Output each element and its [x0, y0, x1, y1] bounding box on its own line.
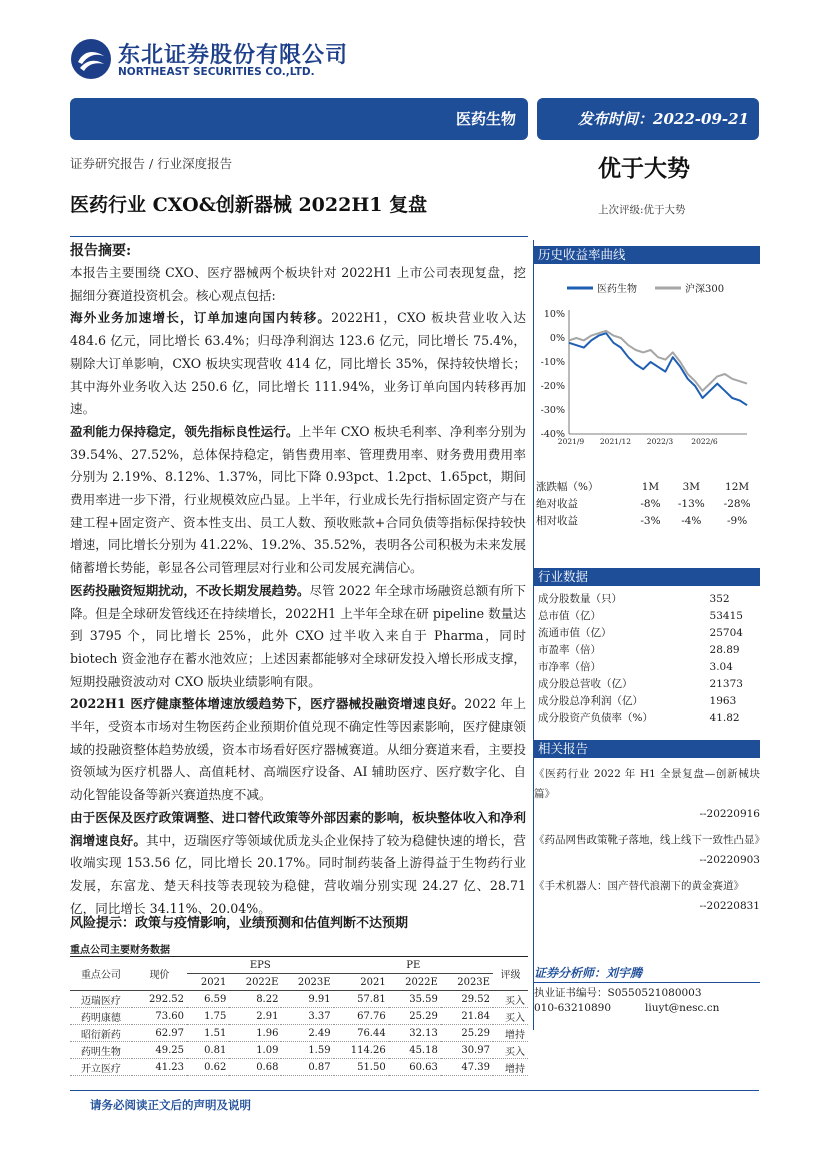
perf-header-12m: 12M [725, 480, 750, 493]
y-tick-label: -30% [540, 405, 565, 416]
metric-value: 57.81 [334, 991, 389, 1008]
col-company: 重点公司 [70, 957, 132, 991]
perf-header-1m: 1M [641, 480, 660, 493]
sector-label: 医药生物 [455, 110, 516, 128]
financials-table [70, 956, 528, 1076]
company-price: 49.25 [132, 1042, 187, 1059]
industry-value: 352 [709, 592, 730, 605]
series-line-csi300 [569, 331, 747, 391]
year-header: 2022E [389, 974, 441, 991]
year-header: 2021 [187, 974, 229, 991]
company-rating: 买入 [493, 991, 528, 1008]
metric-value: 60.63 [389, 1059, 441, 1076]
industry-label: 成分股数量（只） [538, 593, 622, 605]
y-tick-label: 0% [549, 333, 565, 344]
perf-row-label: 相对收益 [536, 515, 578, 527]
legend-label: 医药生物 [597, 284, 637, 295]
table-row [70, 991, 528, 1008]
summary-point-5 [70, 807, 526, 921]
related-report-link[interactable]: 《医药行业 2022 年 H1 全景复盘—创新械块篇》 [534, 768, 760, 800]
table-row [70, 1025, 528, 1042]
performance-table [534, 478, 760, 529]
x-tick-label: 2021/12 [599, 437, 632, 446]
metric-value: 35.59 [389, 991, 441, 1008]
related-report-link[interactable]: 《手术机器人：国产替代浪潮下的黄金赛道》 [534, 880, 744, 892]
industry-value: 41.82 [709, 711, 740, 724]
metric-value: 0.62 [187, 1059, 229, 1076]
metric-value: 1.59 [281, 1042, 333, 1059]
summary-point-4 [70, 693, 526, 807]
analyst-phone: 010-63210890 [534, 1002, 612, 1014]
perf-row-absolute [534, 495, 760, 512]
related-report-date: --20220916 [699, 808, 760, 820]
risk-warning: 风险提示：政策与疫情影响，业绩预测和估值判断不达预期 [70, 916, 409, 931]
company-rating: 增持 [493, 1025, 528, 1042]
perf-value: -3% [640, 514, 661, 527]
metric-value: 9.91 [281, 991, 333, 1008]
perf-value: -28% [723, 497, 751, 510]
sector-band [70, 98, 528, 140]
industry-value: 1963 [709, 694, 737, 707]
series-line-pharma [569, 333, 747, 405]
col-pe: PE [334, 957, 493, 974]
financials-title: 重点公司主要财务数据 [70, 945, 170, 956]
col-rating: 评级 [493, 957, 528, 991]
metric-value: 2.49 [281, 1025, 333, 1042]
company-name: 药明康德 [70, 1008, 132, 1025]
metric-value: 1.75 [187, 1008, 229, 1025]
y-tick-label: -20% [540, 381, 565, 392]
analyst-info [534, 966, 760, 1016]
summary-intro: 本报告主要围绕 CXO、医疗器械两个板块针对 2022H1 上市公司表现复盘，挖掘细分赛道投资机会。核心观点包括: [70, 265, 526, 303]
industry-row [534, 624, 760, 641]
summary-point-2 [70, 421, 526, 580]
company-price: 292.52 [132, 991, 187, 1008]
publish-date: 发布时间：2022-09-21 [578, 110, 749, 128]
metric-value: 25.29 [389, 1008, 441, 1025]
industry-row [534, 692, 760, 709]
industry-label: 成分股总净利润（亿） [538, 695, 643, 707]
perf-value: -13% [677, 497, 705, 510]
point-3-text: 尽管 2022 年全球市场融资总额有所下降。但是全球研发管线还在持续增长，2022H1 上半年全球在研 pipeline 数量达到 3795 个，同比增长 25%，此外 CXO 过半收入来自于 Pharma，同时 biotech 资金池存在蓄水池效应；上述因素都能够对全球研发投入增长形成支撑，短期投融资波动对 CXO 版块业绩影响有限。 [70, 582, 527, 689]
related-report-date: --20220831 [699, 900, 760, 912]
industry-label: 成分股资产负债率（%） [538, 712, 653, 724]
metric-value: 1.51 [187, 1025, 229, 1042]
metric-value: 8.22 [229, 991, 281, 1008]
metric-value: 1.96 [229, 1025, 281, 1042]
year-header: 2021 [334, 974, 389, 991]
industry-label: 市净率（倍） [538, 661, 601, 673]
metric-value: 114.26 [334, 1042, 389, 1059]
company-rating: 增持 [493, 1059, 528, 1076]
summary-point-3 [70, 580, 526, 694]
footer-disclaimer: 请务必阅读正文后的声明及说明 [90, 1098, 251, 1112]
table-row [70, 1008, 528, 1025]
perf-header-label: 涨跌幅（%） [536, 481, 599, 493]
industry-row [534, 590, 760, 607]
col-eps: EPS [187, 957, 334, 974]
related-report-link[interactable]: 《药品网售政策靴子落地，线上线下一致性凸显》 [534, 834, 765, 846]
perf-row-label: 绝对收益 [536, 498, 578, 510]
summary-body [70, 262, 526, 920]
metric-value: 29.52 [441, 991, 493, 1008]
x-tick-label: 2022/6 [691, 437, 718, 446]
metric-value: 30.97 [441, 1042, 493, 1059]
industry-row [534, 607, 760, 624]
company-name: 迈瑞医疗 [70, 991, 132, 1008]
x-tick-label: 2022/3 [646, 437, 674, 446]
metric-value: 1.09 [229, 1042, 281, 1059]
metric-value: 0.81 [187, 1042, 229, 1059]
industry-value: 25704 [709, 626, 743, 639]
industry-row [534, 658, 760, 675]
summary-point-1 [70, 307, 526, 421]
industry-row [534, 675, 760, 692]
chart-heading: 历史收益率曲线 [534, 246, 760, 264]
metric-value: 45.18 [389, 1042, 441, 1059]
industry-row [534, 709, 760, 726]
industry-row [534, 641, 760, 658]
point-4-heading: 2022H1 医疗健康整体增速放缓趋势下，医疗器械投融资增速良好。 [70, 696, 465, 712]
y-tick-label: 10% [543, 309, 565, 320]
return-chart [537, 278, 759, 448]
x-tick-label: 2021/9 [557, 437, 585, 446]
analyst-cert: 执业证书编号：S0550521080003 [534, 987, 702, 999]
company-rating: 买入 [493, 1008, 528, 1025]
y-tick-label: -10% [540, 357, 565, 368]
y-tick-label: -40% [540, 429, 565, 440]
point-1-text: 2022H1，CXO 板块营业收入达 484.6 亿元，同比增长 63.4%；归母净利润达 123.6 亿元，同比增长 75.4%，剔除大订单影响，CXO 板块实现营收 414 亿，同比增长 35%，保持较快增长；其中海外业务收入达 250.6 亿，同比增长 111.94%，业务订单向国内转移再加速。 [70, 310, 526, 417]
metric-value: 76.44 [334, 1025, 389, 1042]
company-name: 昭衍新药 [70, 1025, 132, 1042]
date-band [537, 98, 759, 140]
industry-heading: 行业数据 [534, 568, 760, 586]
related-heading: 相关报告 [534, 740, 760, 758]
point-5-heading: 由于医保及医疗政策调整、进口替代政策等外部因素的影响，板块整体收入和净利润增速良好。 [70, 809, 526, 848]
analyst-contact [534, 1001, 760, 1016]
company-name: 药明生物 [70, 1042, 132, 1059]
metric-value: 0.68 [229, 1059, 281, 1076]
industry-label: 市盈率（倍） [538, 644, 601, 656]
industry-data [534, 568, 760, 726]
footer-divider [70, 1090, 759, 1091]
report-title: 医药行业 CXO&创新器械 2022H1 复盘 [70, 194, 428, 216]
industry-label: 流通市值（亿） [538, 627, 612, 639]
analyst-email[interactable]: liuyt@nesc.cn [645, 1002, 720, 1014]
company-name: 开立医疗 [70, 1059, 132, 1076]
year-header: 2023E [441, 974, 493, 991]
perf-value: -4% [681, 514, 702, 527]
report-type: 证券研究报告 / 行业深度报告 [70, 156, 233, 171]
metric-value: 3.37 [281, 1008, 333, 1025]
perf-value: -9% [726, 514, 748, 527]
industry-value: 28.89 [709, 643, 740, 656]
industry-label: 总市值（亿） [538, 610, 601, 622]
point-2-heading: 盈利能力保持稳定，领先指标良性运行。 [70, 423, 299, 439]
related-reports [534, 740, 765, 922]
point-3-heading: 医药投融资短期扰动，不改长期发展趋势。 [70, 582, 310, 598]
year-header: 2023E [281, 974, 333, 991]
industry-value: 21373 [709, 677, 743, 690]
related-report-date: --20220903 [699, 854, 760, 866]
company-name-en: NORTHEAST SECURITIES CO.,LTD. [118, 66, 315, 78]
analyst-name: 证券分析师：刘宇腾 [534, 966, 760, 983]
point-4-text: 2022 年上半年，受资本市场对生物医药企业预期价值兑现不确定性等因素影响，医疗健康领域的投融资整体趋势放缓，资本市场看好医疗器械赛道。从细分赛道来看，主要投资领域为医疗机器人、高值耗材、高端医疗设备、AI 辅助医疗、医疗数字化、自动化智能设备等新兴赛道热度不减。 [70, 696, 526, 803]
metric-value: 6.59 [187, 991, 229, 1008]
company-price: 62.97 [132, 1025, 187, 1042]
company-price: 41.23 [132, 1059, 187, 1076]
industry-value: 3.04 [709, 660, 733, 673]
metric-value: 32.13 [389, 1025, 441, 1042]
industry-value: 53415 [709, 609, 743, 622]
point-2-text: 上半年 CXO 板块毛利率、净利率分别为 39.54%、27.52%，总体保持稳定，销售费用率、管理费用率、财务费用费用率分别为 2.19%、8.12%、1.37%，同比下降 0.93pct、1.2pct、1.65pct，期间费用率进一步下滑，行业规模效应凸显。上半年，行业成长先行指标固定资产与在建工程+固定资产、资本性支出、员工人数、预收账款+合同负债等指标保持较快增速，同比增长分别为 41.22%、19.2%、35.52%，表明各公司积极为未来发展储蓄增长势能，彰显各公司管理层对行业和公司发展充满信心。 [70, 423, 526, 576]
industry-label: 成分股总营收（亿） [538, 678, 633, 690]
point-1-heading: 海外业务加速增长，订单加速向国内转移。 [70, 310, 332, 326]
legend-label: 沪深300 [685, 284, 725, 295]
company-price: 73.60 [132, 1008, 187, 1025]
metric-value: 67.76 [334, 1008, 389, 1025]
year-header: 2022E [229, 974, 281, 991]
metric-value: 2.91 [229, 1008, 281, 1025]
table-row [70, 1042, 528, 1059]
metric-value: 21.84 [441, 1008, 493, 1025]
metric-value: 47.39 [441, 1059, 493, 1076]
point-5-text: 其中，迈瑞医疗等领域优质龙头企业保持了较为稳健快速的增长，营收端实现 153.56 亿，同比增长 20.17%。同时制药装备上游得益于生物药行业发展，东富龙、楚天科技等表现较为稳健，营收端分别实现 24.27 亿、28.71 亿，同比增长 34.11%、20.04%。 [70, 832, 527, 916]
perf-header-3m: 3M [682, 480, 701, 493]
summary-heading: 报告摘要: [70, 243, 132, 259]
metric-value: 0.87 [281, 1059, 333, 1076]
perf-row-relative [534, 512, 760, 529]
rating: 优于大势 [598, 155, 690, 182]
metric-value: 51.50 [334, 1059, 389, 1076]
company-rating: 买入 [493, 1042, 528, 1059]
company-name-cn: 东北证券股份有限公司 [118, 43, 349, 68]
company-logo-icon [70, 38, 112, 80]
divider [70, 236, 528, 237]
table-row [70, 1059, 528, 1076]
perf-value: -8% [640, 497, 661, 510]
col-price: 现价 [132, 957, 187, 991]
previous-rating: 上次评级:优于大势 [598, 204, 686, 216]
metric-value: 25.29 [441, 1025, 493, 1042]
